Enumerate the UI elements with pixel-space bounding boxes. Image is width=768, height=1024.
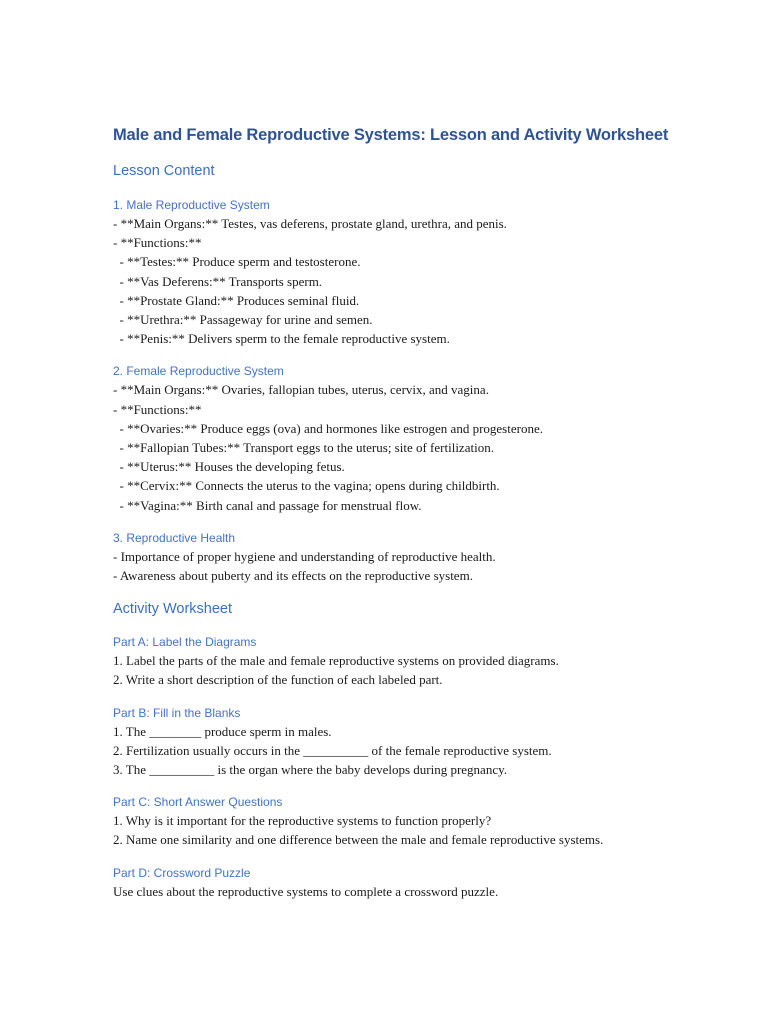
activity-worksheet-heading: Activity Worksheet bbox=[113, 601, 232, 618]
male-line: - **Testes:** Produce sperm and testosterone. bbox=[113, 254, 361, 270]
part-c-line: 1. Why is it important for the reproductive systems to function properly? bbox=[113, 813, 492, 829]
part-b-line: 3. The __________ is the organ where the baby develops during pregnancy. bbox=[113, 762, 507, 778]
female-line: - **Main Organs:** Ovaries, fallopian tubes, uterus, cervix, and vagina. bbox=[113, 382, 489, 398]
reproductive-health-section bbox=[113, 529, 673, 585]
part-a-line: 2. Write a short description of the function of each labeled part. bbox=[113, 672, 443, 688]
part-b-line: 1. The ________ produce sperm in males. bbox=[113, 723, 332, 739]
health-line: - Awareness about puberty and its effects on the reproductive system. bbox=[113, 568, 473, 584]
female-line: - **Cervix:** Connects the uterus to the vagina; opens during childbirth. bbox=[113, 478, 500, 494]
part-c-line: 2. Name one similarity and one difference between the male and female reproductive systems. bbox=[113, 832, 604, 848]
part-c-section bbox=[113, 793, 673, 849]
lesson-content-heading: Lesson Content bbox=[113, 163, 215, 179]
part-a-section bbox=[113, 633, 673, 689]
male-line: - **Urethra:** Passageway for urine and semen. bbox=[113, 312, 373, 328]
document-title: Male and Female Reproductive Systems: Lesson and Activity Worksheet bbox=[113, 126, 669, 144]
part-a-heading: Part A: Label the Diagrams bbox=[113, 635, 257, 650]
part-b-line: 2. Fertilization usually occurs in the __________ of the female reproductive system. bbox=[113, 742, 552, 758]
male-system-heading: 1. Male Reproductive System bbox=[113, 198, 270, 212]
male-line: - **Prostate Gland:** Produces seminal fluid. bbox=[113, 292, 360, 308]
female-line: - **Vagina:** Birth canal and passage for menstrual flow. bbox=[113, 497, 422, 513]
female-line: - **Fallopian Tubes:** Transport eggs to the uterus; site of fertilization. bbox=[113, 440, 494, 456]
female-line: - **Ovaries:** Produce eggs (ova) and hormones like estrogen and progesterone. bbox=[113, 420, 543, 436]
female-system-section bbox=[113, 362, 673, 514]
part-d-line: Use clues about the reproductive systems to complete a crossword puzzle. bbox=[113, 883, 499, 899]
part-c-heading: Part C: Short Answer Questions bbox=[113, 795, 283, 810]
male-line: - **Vas Deferens:** Transports sperm. bbox=[113, 273, 323, 289]
health-line: - Importance of proper hygiene and understanding of reproductive health. bbox=[113, 548, 496, 564]
female-line: - **Functions:** bbox=[113, 401, 202, 417]
part-d-heading: Part D: Crossword Puzzle bbox=[113, 865, 251, 880]
female-line: - **Uterus:** Houses the developing fetus. bbox=[113, 459, 345, 475]
male-line: - **Penis:** Delivers sperm to the female reproductive system. bbox=[113, 331, 450, 347]
male-line: - **Functions:** bbox=[113, 235, 202, 251]
part-a-line: 1. Label the parts of the male and female reproductive systems on provided diagrams. bbox=[113, 653, 559, 669]
male-system-section bbox=[113, 196, 673, 348]
part-b-section bbox=[113, 704, 673, 780]
male-line: - **Main Organs:** Testes, vas deferens, prostate gland, urethra, and penis. bbox=[113, 216, 507, 231]
part-d-section bbox=[113, 864, 673, 901]
female-system-heading: 2. Female Reproductive System bbox=[113, 364, 284, 379]
worksheet-page bbox=[113, 124, 673, 901]
reproductive-health-heading: 3. Reproductive Health bbox=[113, 530, 236, 545]
part-b-heading: Part B: Fill in the Blanks bbox=[113, 705, 241, 720]
